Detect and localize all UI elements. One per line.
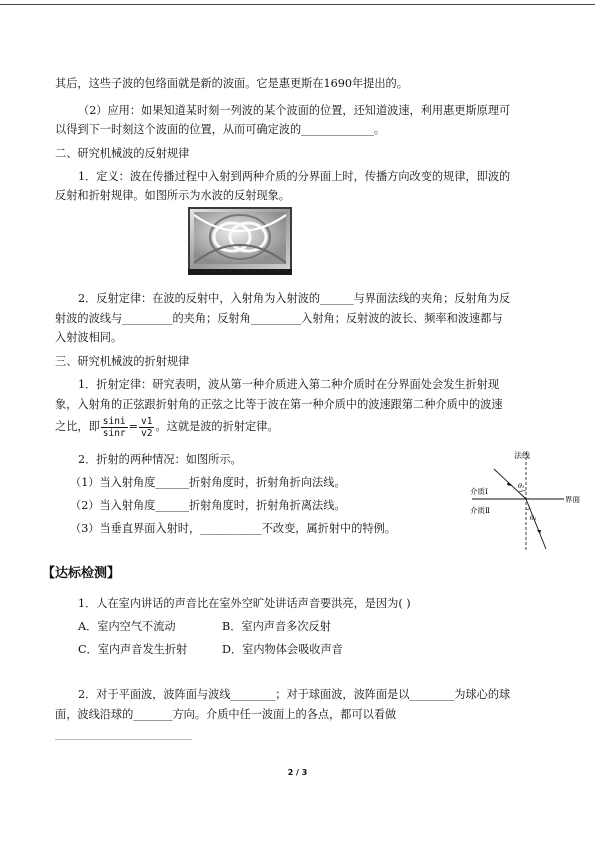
section-title: 三、研究机械波的折射规律 xyxy=(55,355,190,368)
text-line: 1．定义：波在传播过程中入射到两种介质的分界面上时，传播方向改变的规律，即波的 xyxy=(78,170,511,183)
theta2-label: θ₂ xyxy=(530,514,537,522)
footnote-rule xyxy=(55,739,192,740)
text-line: （1）当入射角度______折射角度时，折射角折向法线。 xyxy=(70,476,346,489)
normal-label: 法线 xyxy=(514,451,530,460)
option-d: D．室内物体会吸收声音 xyxy=(222,643,343,656)
text-line: 反射和折射规律。如图所示为水波的反射现象。 xyxy=(55,189,290,202)
refraction-diagram xyxy=(468,447,586,557)
numerator: sini xyxy=(102,415,126,427)
text-line: （3）当垂直界面入射时，___________不改变，属折射中的特例。 xyxy=(70,522,396,535)
text-line: 其后，这些子波的包络面就是新的波面。它是惠更斯在1690年提出的。 xyxy=(55,77,408,90)
arrow-icon xyxy=(537,530,541,534)
denominator: sinr xyxy=(102,427,126,439)
arrow-icon xyxy=(507,482,512,486)
text-fragment: 之比，即 xyxy=(55,420,100,433)
numerator: v1 xyxy=(141,415,153,427)
text-line: 2．折射的两种情况：如图所示。 xyxy=(78,453,242,466)
text-line: 象，入射角的正弦跟折射角的正弦之比等于波在第一种介质中的波速跟第二种介质中的波速 xyxy=(55,398,503,411)
interface-label: 界面 xyxy=(565,495,580,504)
denominator: v2 xyxy=(141,427,153,439)
section-title: 二、研究机械波的反射规律 xyxy=(55,147,190,160)
text-line: （2）当入射角度______折射角度时，折射角折离法线。 xyxy=(70,499,346,512)
text-line: 入射波相同。 xyxy=(55,331,123,344)
fraction-velocity xyxy=(139,416,154,439)
text-line: 2．反射定律：在波的反射中，入射角为入射波的______与界面法线的夹角；反射角为反 xyxy=(78,292,511,305)
question-2-line2: 面，波线沿球的_______方向。介质中任一波面上的各点，都可以看做 xyxy=(55,708,397,721)
refracted-ray xyxy=(526,499,546,549)
theta1-label: θ₁ xyxy=(518,482,525,490)
text-fragment: 。这就是波的折射定律。 xyxy=(155,420,279,433)
option-a: A．室内空气不流动 xyxy=(78,620,176,633)
text-line: 射波的波线与_________的夹角；反射角_________入射角；反射波的波长、频率和波速都与 xyxy=(55,312,503,325)
header-rule xyxy=(0,4,595,5)
water-wave-reflection-photo xyxy=(188,207,292,275)
text-line: 1．折射定律：研究表明，波从第一种介质进入第二种介质时在分界面处会发生折射现 xyxy=(78,378,500,391)
formula-line: 之比，即 $\frac{\sin i}{\sin r}$ = $\frac{v1}{v2}$ 。这就是波的折射定律。 xyxy=(55,415,279,439)
section-heading: 【达标检测】 xyxy=(42,566,121,581)
option-c: C．室内声音发生折射 xyxy=(78,643,188,656)
page-number: 2 / 3 xyxy=(287,768,308,777)
text-line: （2）应用：如果知道某时刻一列波的某个波面的位置，还知道波速，利用惠更斯原理可 xyxy=(78,104,511,117)
text-line: 以得到下一时刻这个波面的位置，从而可确定波的_____________。 xyxy=(55,123,386,136)
question-2-line1: 2．对于平面波，波阵面与波线________；对于球面波，波阵面是以________为球心的球 xyxy=(78,688,511,701)
medium1-label: 介质Ⅰ xyxy=(470,487,488,496)
question-1: 1．人在室内讲话的声音比在室外空旷处讲话声音要洪亮，是因为( ) xyxy=(78,597,411,610)
medium2-label: 介质Ⅱ xyxy=(470,506,491,515)
option-b: B．室内声音多次反射 xyxy=(222,620,331,633)
fraction-sin xyxy=(101,416,128,439)
